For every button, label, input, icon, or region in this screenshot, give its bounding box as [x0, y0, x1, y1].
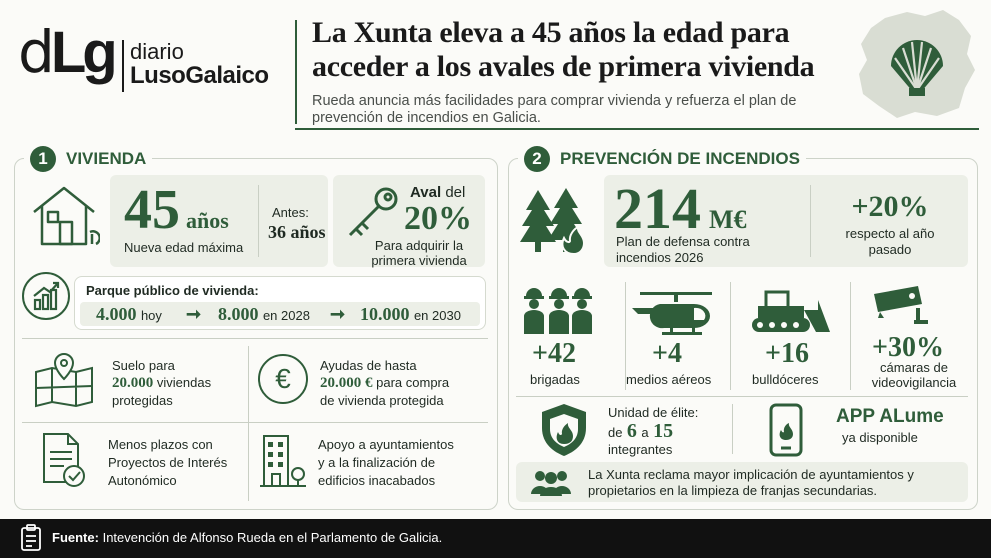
- app-label: ya disponible: [842, 430, 918, 445]
- parque-2028: 8.000 en 2028: [218, 304, 310, 324]
- divider: [22, 338, 488, 339]
- increase-value: +20%: [851, 190, 929, 223]
- ayudas-text: Ayudas de hasta 20.000 € para compra de vivienda protegida: [320, 358, 450, 408]
- aval-label: Aval del: [410, 184, 466, 201]
- parque-now: 4.000 hoy: [96, 304, 162, 324]
- incendios-section-header: [518, 146, 806, 172]
- elite-range: de 6 a 15: [608, 420, 674, 442]
- bull-value: +16: [765, 338, 809, 369]
- house-icon: [30, 182, 100, 248]
- divider: [258, 185, 259, 257]
- bull-label: bulldóceres: [752, 372, 819, 387]
- arrow-icon: ➞: [186, 304, 202, 324]
- arrow-icon: ➞: [330, 304, 346, 324]
- building-icon: [258, 430, 308, 490]
- cam-value: +30%: [872, 332, 944, 363]
- logo-line1: diario: [130, 39, 184, 64]
- divider: [850, 282, 851, 390]
- cam-label: cámaras de videovigilancia: [871, 360, 957, 390]
- phone-fire-icon: [768, 402, 804, 458]
- app-title: APP ALume: [836, 406, 944, 427]
- aval-value: 20%: [404, 200, 472, 237]
- elite-line1: Unidad de élite:: [608, 405, 699, 420]
- bulldozer-icon: [750, 288, 832, 336]
- suelo-text: Suelo para 20.000 viviendas protegidas: [112, 358, 212, 408]
- document-check-icon: [38, 430, 90, 490]
- firefighters-icon: [522, 284, 594, 336]
- aval-desc: Para adquirir la primera vivienda: [371, 238, 467, 268]
- reclama-text: La Xunta reclama mayor implicación de ayuntamientos y propietarios en la limpieza de franjas secundarias.: [588, 467, 914, 498]
- header-rule: [295, 128, 979, 130]
- budget-label: Plan de defensa contra incendios 2026: [616, 234, 750, 265]
- vivienda-section-header: [24, 146, 152, 172]
- clipboard-icon: [20, 524, 42, 552]
- before-label: Antes:: [272, 205, 309, 220]
- footer-source: Fuente: Intevención de Alfonso Rueda en el Parlamento de Galicia.: [52, 530, 443, 545]
- shield-fire-icon: [540, 402, 588, 458]
- divider: [516, 396, 968, 397]
- aereos-value: +4: [652, 338, 682, 369]
- divider: [810, 185, 811, 257]
- budget-value: 214 M€: [614, 176, 747, 241]
- section-number: 1: [30, 146, 56, 172]
- logo-line2: LusoGalaico: [130, 62, 269, 89]
- logo-mark: dLg: [18, 18, 114, 86]
- people-icon: [530, 468, 572, 496]
- header-divider: [295, 20, 297, 124]
- page-subtitle: Rueda anuncia más facilidades para comprar vivienda y refuerza el plan de prevención de incendios en Galicia.: [312, 93, 797, 126]
- parque-title: Parque público de vivienda:: [86, 283, 259, 298]
- age-label: Nueva edad máxima: [124, 240, 244, 255]
- divider: [22, 422, 488, 423]
- parque-2030: 10.000 en 2030: [360, 304, 461, 324]
- apoyo-text: Apoyo a ayuntamientos y a la finalización de edificios inacabados: [318, 437, 454, 488]
- aereos-label: medios aéreos: [626, 372, 712, 387]
- divider: [730, 282, 731, 390]
- before-value: 36 años: [268, 222, 326, 242]
- chart-icon: [22, 272, 70, 320]
- brigadas-value: +42: [532, 338, 576, 369]
- divider: [248, 346, 249, 501]
- map-pin-icon: [32, 350, 96, 408]
- section-title: VIVIENDA: [66, 149, 147, 168]
- logo-divider: [122, 40, 124, 92]
- galicia-map-icon: [855, 6, 980, 121]
- section-title: PREVENCIÓN DE INCENDIOS: [560, 149, 800, 168]
- helicopter-icon: [632, 290, 728, 336]
- age-value: 45 años: [124, 179, 229, 241]
- plazos-text: Menos plazos con Proyectos de Interés Autonómico: [108, 437, 228, 488]
- section-number: 2: [524, 146, 550, 172]
- page-title: La Xunta eleva a 45 años la edad para acceder a los avales de primera vivienda: [312, 16, 815, 83]
- divider: [732, 404, 733, 454]
- key-icon: [344, 185, 402, 239]
- trees-fire-icon: [518, 186, 594, 256]
- euro-icon: €: [258, 354, 308, 404]
- elite-line3: integrantes: [608, 442, 673, 457]
- camera-icon: [870, 284, 932, 334]
- brigadas-label: brigadas: [530, 372, 580, 387]
- increase-label: respecto al año pasado: [845, 226, 935, 257]
